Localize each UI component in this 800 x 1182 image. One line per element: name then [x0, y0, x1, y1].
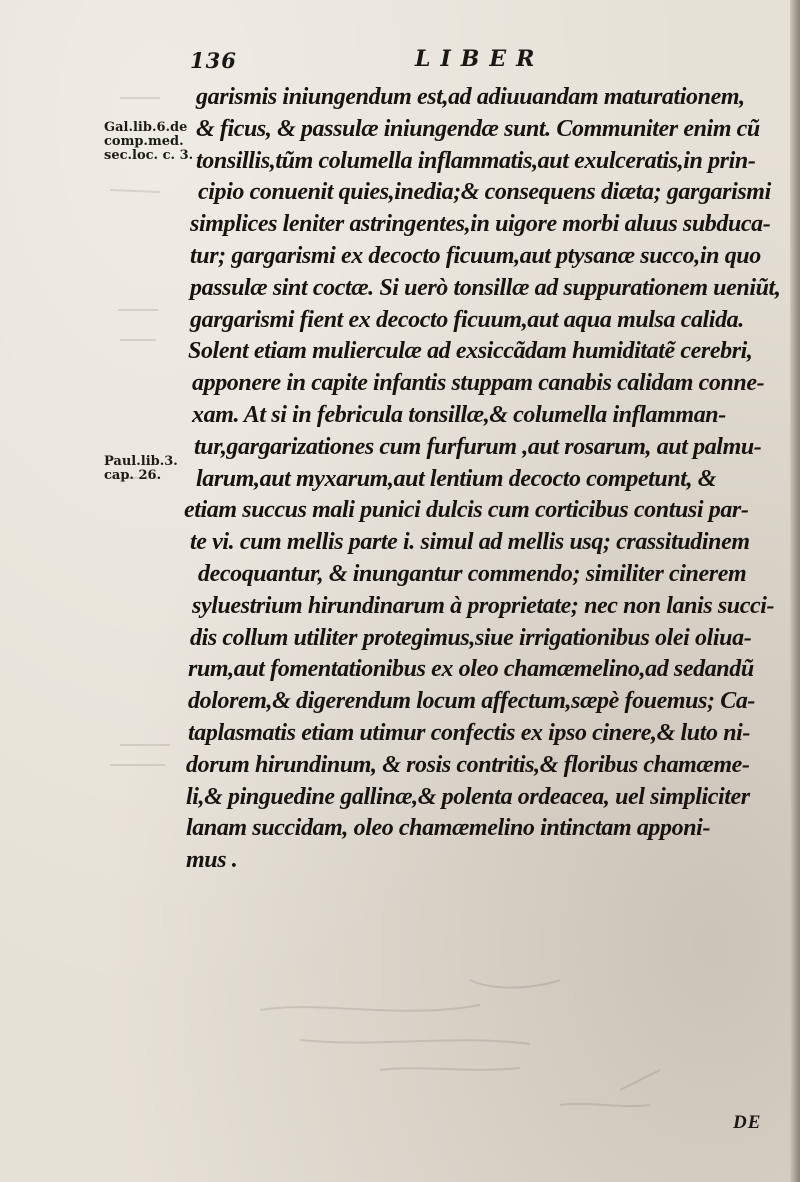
text-line: garismis iniungendum est,ad adiuuandam maturationem, [196, 84, 745, 110]
text-line: & ficus, & passulæ iniungendæ sunt. Communiter enim cũ [196, 115, 760, 142]
text-line: tur,gargarizationes cum furfurum ,aut rosarum, aut palmu- [194, 433, 762, 460]
margin-note-line: cap. 26. [104, 468, 162, 483]
margin-note-line: Gal.lib.6.de [104, 120, 188, 135]
text-line: dolorem,& digerendum locum affectum,sæpè fouemus; Ca- [188, 688, 756, 715]
text-line: xam. At si in febricula tonsillæ,& columella inflamman- [192, 401, 726, 428]
margin-note-line: comp.med. [104, 134, 184, 149]
margin-note-line: sec.loc. c. 3. [104, 148, 194, 163]
text-line: taplasmatis etiam utimur confectis ex ipso cinere,& luto ni- [188, 719, 751, 746]
running-title: LIBER [415, 46, 545, 72]
text-line: apponere in capite infantis stuppam canabis calidam conne- [192, 370, 765, 397]
running-head [0, 46, 792, 76]
catchword: DE [733, 1112, 762, 1133]
text-line: mus . [186, 847, 238, 874]
text-line: etiam succus mali punici dulcis cum corticibus contusi par- [184, 497, 749, 524]
margin-note-line: Paul.lib.3. [104, 454, 178, 469]
text-line: larum,aut myxarum,aut lentium decocto competunt, & [196, 465, 717, 492]
text-line: tur; gargarismi ex decocto ficuum,aut ptysanæ succo,in quo [190, 242, 761, 269]
text-line: te vi. cum mellis parte i. simul ad mellis usq; crassitudinem [190, 529, 750, 556]
text-line: simplices leniter astringentes,in uigore morbi aluus subduca- [190, 211, 771, 238]
text-line: li,& pinguedine gallinæ,& polenta ordeacea, uel simpliciter [186, 783, 750, 810]
text-line: decoquantur, & inungantur commendo; similiter cinerem [198, 560, 747, 587]
text-line: dorum hirundinum, & rosis contritis,& floribus chamæme- [186, 751, 750, 778]
main-text [182, 82, 782, 877]
text-line: gargarismi fient ex decocto ficuum,aut aqua mulsa calida. [190, 306, 744, 333]
page-number: 136 [190, 48, 237, 73]
text-line: dis collum utiliter protegimus,siue irrigationibus olei oliua- [190, 624, 752, 651]
page-edge [790, 0, 800, 1182]
margin-note-paul [104, 455, 178, 483]
text-line: Solent etiam mulierculæ ad exsiccãdam humiditatẽ cerebri, [188, 338, 753, 365]
text-line: cipio conuenit quies,inedia;& consequens diæta; gargarismi [198, 179, 771, 206]
text-line: passulæ sint coctæ. Si uerò tonsillæ ad suppurationem ueniũt, [190, 274, 781, 301]
margin-note-galen [104, 121, 193, 163]
text-line: rum,aut fomentationibus ex oleo chamæmelino,ad sedandũ [188, 656, 754, 683]
text-line: lanam succidam, oleo chamæmelino intinctam apponi- [186, 815, 711, 842]
text-line: syluestrium hirundinarum à proprietate; nec non lanis succi- [192, 592, 775, 619]
text-line: tonsillis,tũm columella inflammatis,aut exulceratis,in prin- [196, 147, 756, 174]
